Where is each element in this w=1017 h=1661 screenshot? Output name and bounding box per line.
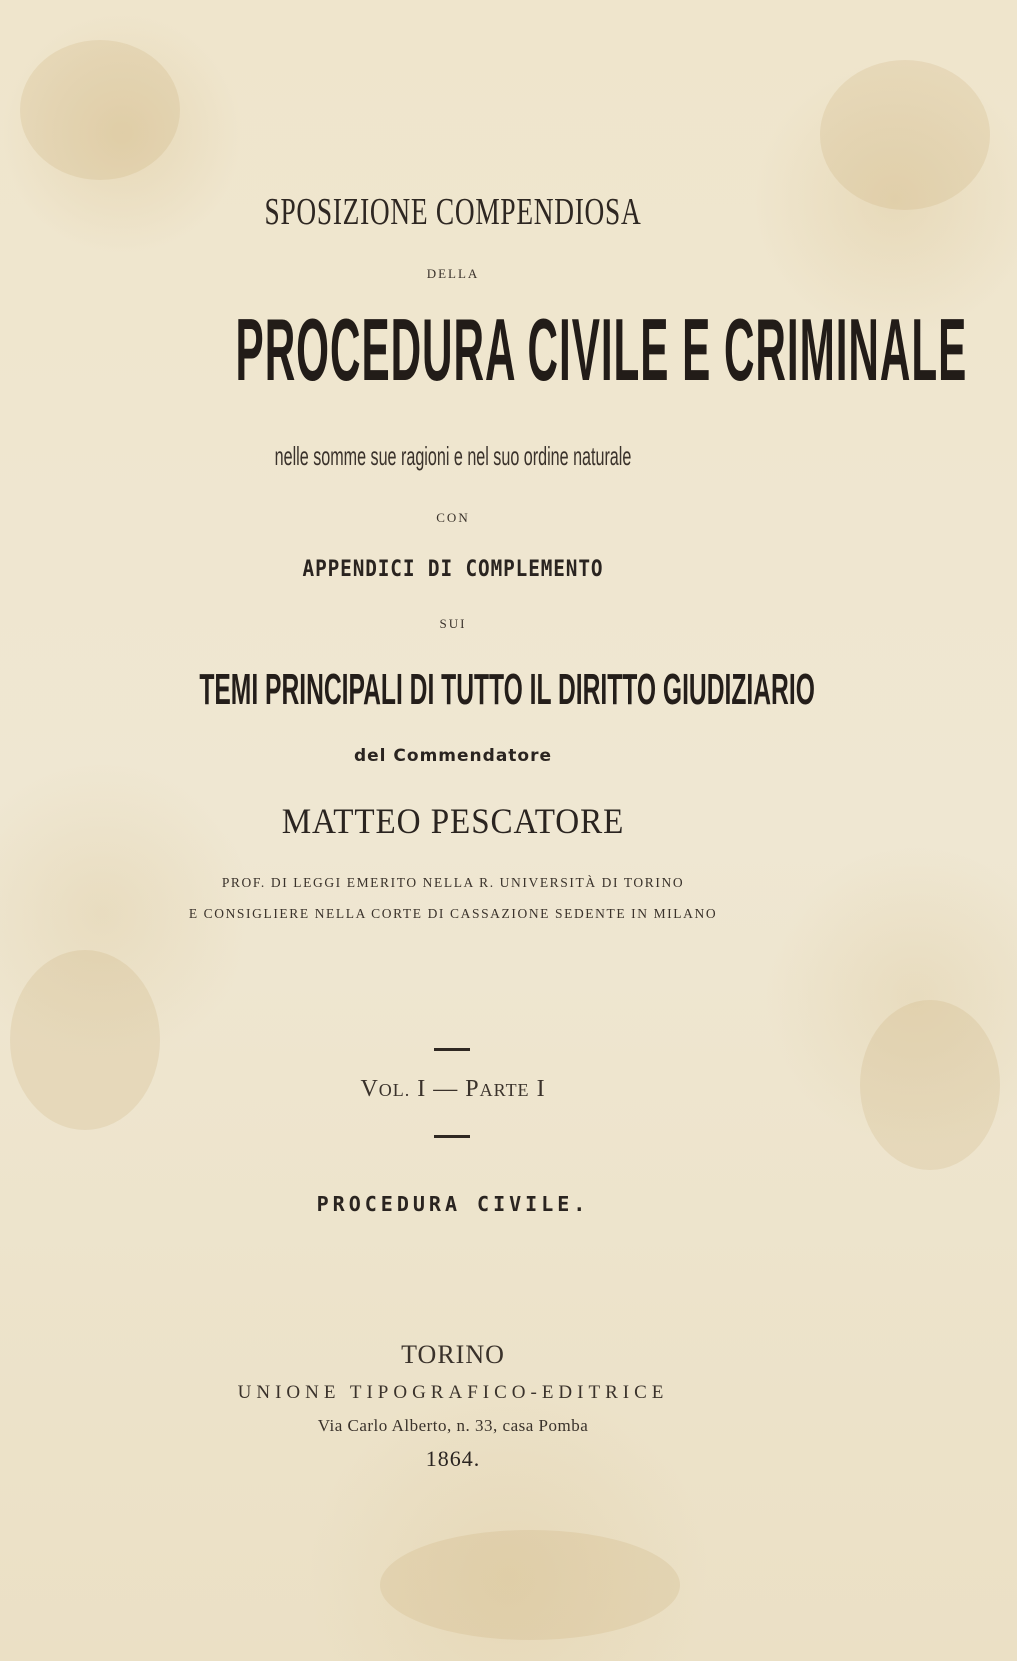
main-title: PROCEDURA CIVILE E CRIMINALE [235,300,968,399]
author-intro: del Commendatore [353,746,553,766]
volume-small: OL. [378,1080,411,1100]
paper-stain [10,950,160,1130]
topics-heading: TEMI PRINCIPALI DI TUTTO IL DIRITTO GIUDIZIARIO [199,665,815,714]
paper-stain [380,1530,680,1640]
part-small: ARTE [479,1080,530,1100]
paper-stain [20,40,180,180]
section-title: PROCEDURA CIVILE. [316,1192,590,1216]
connector-della: DELLA [426,266,480,281]
volume-number: I — [417,1076,459,1102]
part-number: I [536,1076,546,1102]
divider-rule [434,1135,470,1138]
divider-rule [434,1048,470,1051]
part-prefix: P [465,1076,480,1102]
imprint-year: 1864. [425,1446,481,1471]
appendix-heading: APPENDICI DI COMPLEMENTO [302,557,604,582]
author-name: MATTEO PESCATORE [281,801,625,841]
imprint-publisher: UNIONE TIPOGRAFICO-EDITRICE [237,1382,669,1403]
connector-sui: SUI [439,616,467,631]
author-credentials-line2: E CONSIGLIERE NELLA CORTE DI CASSAZIONE SEDENTE IN MILANO [188,906,718,921]
title-line1: SPOSIZIONE COMPENDIOSA [264,191,642,233]
connector-con: CON [436,510,470,525]
subtitle: nelle somme sue ragioni e nel suo ordine naturale [274,441,632,471]
volume-designation [0,1076,906,1103]
imprint-address: Via Carlo Alberto, n. 33, casa Pomba [317,1416,589,1435]
volume-prefix: V [360,1076,379,1102]
paper-stain [820,60,990,210]
author-credentials-line1: PROF. DI LEGGI EMERITO NELLA R. UNIVERSITÀ DI TORINO [221,875,685,890]
imprint-city: TORINO [401,1340,505,1369]
